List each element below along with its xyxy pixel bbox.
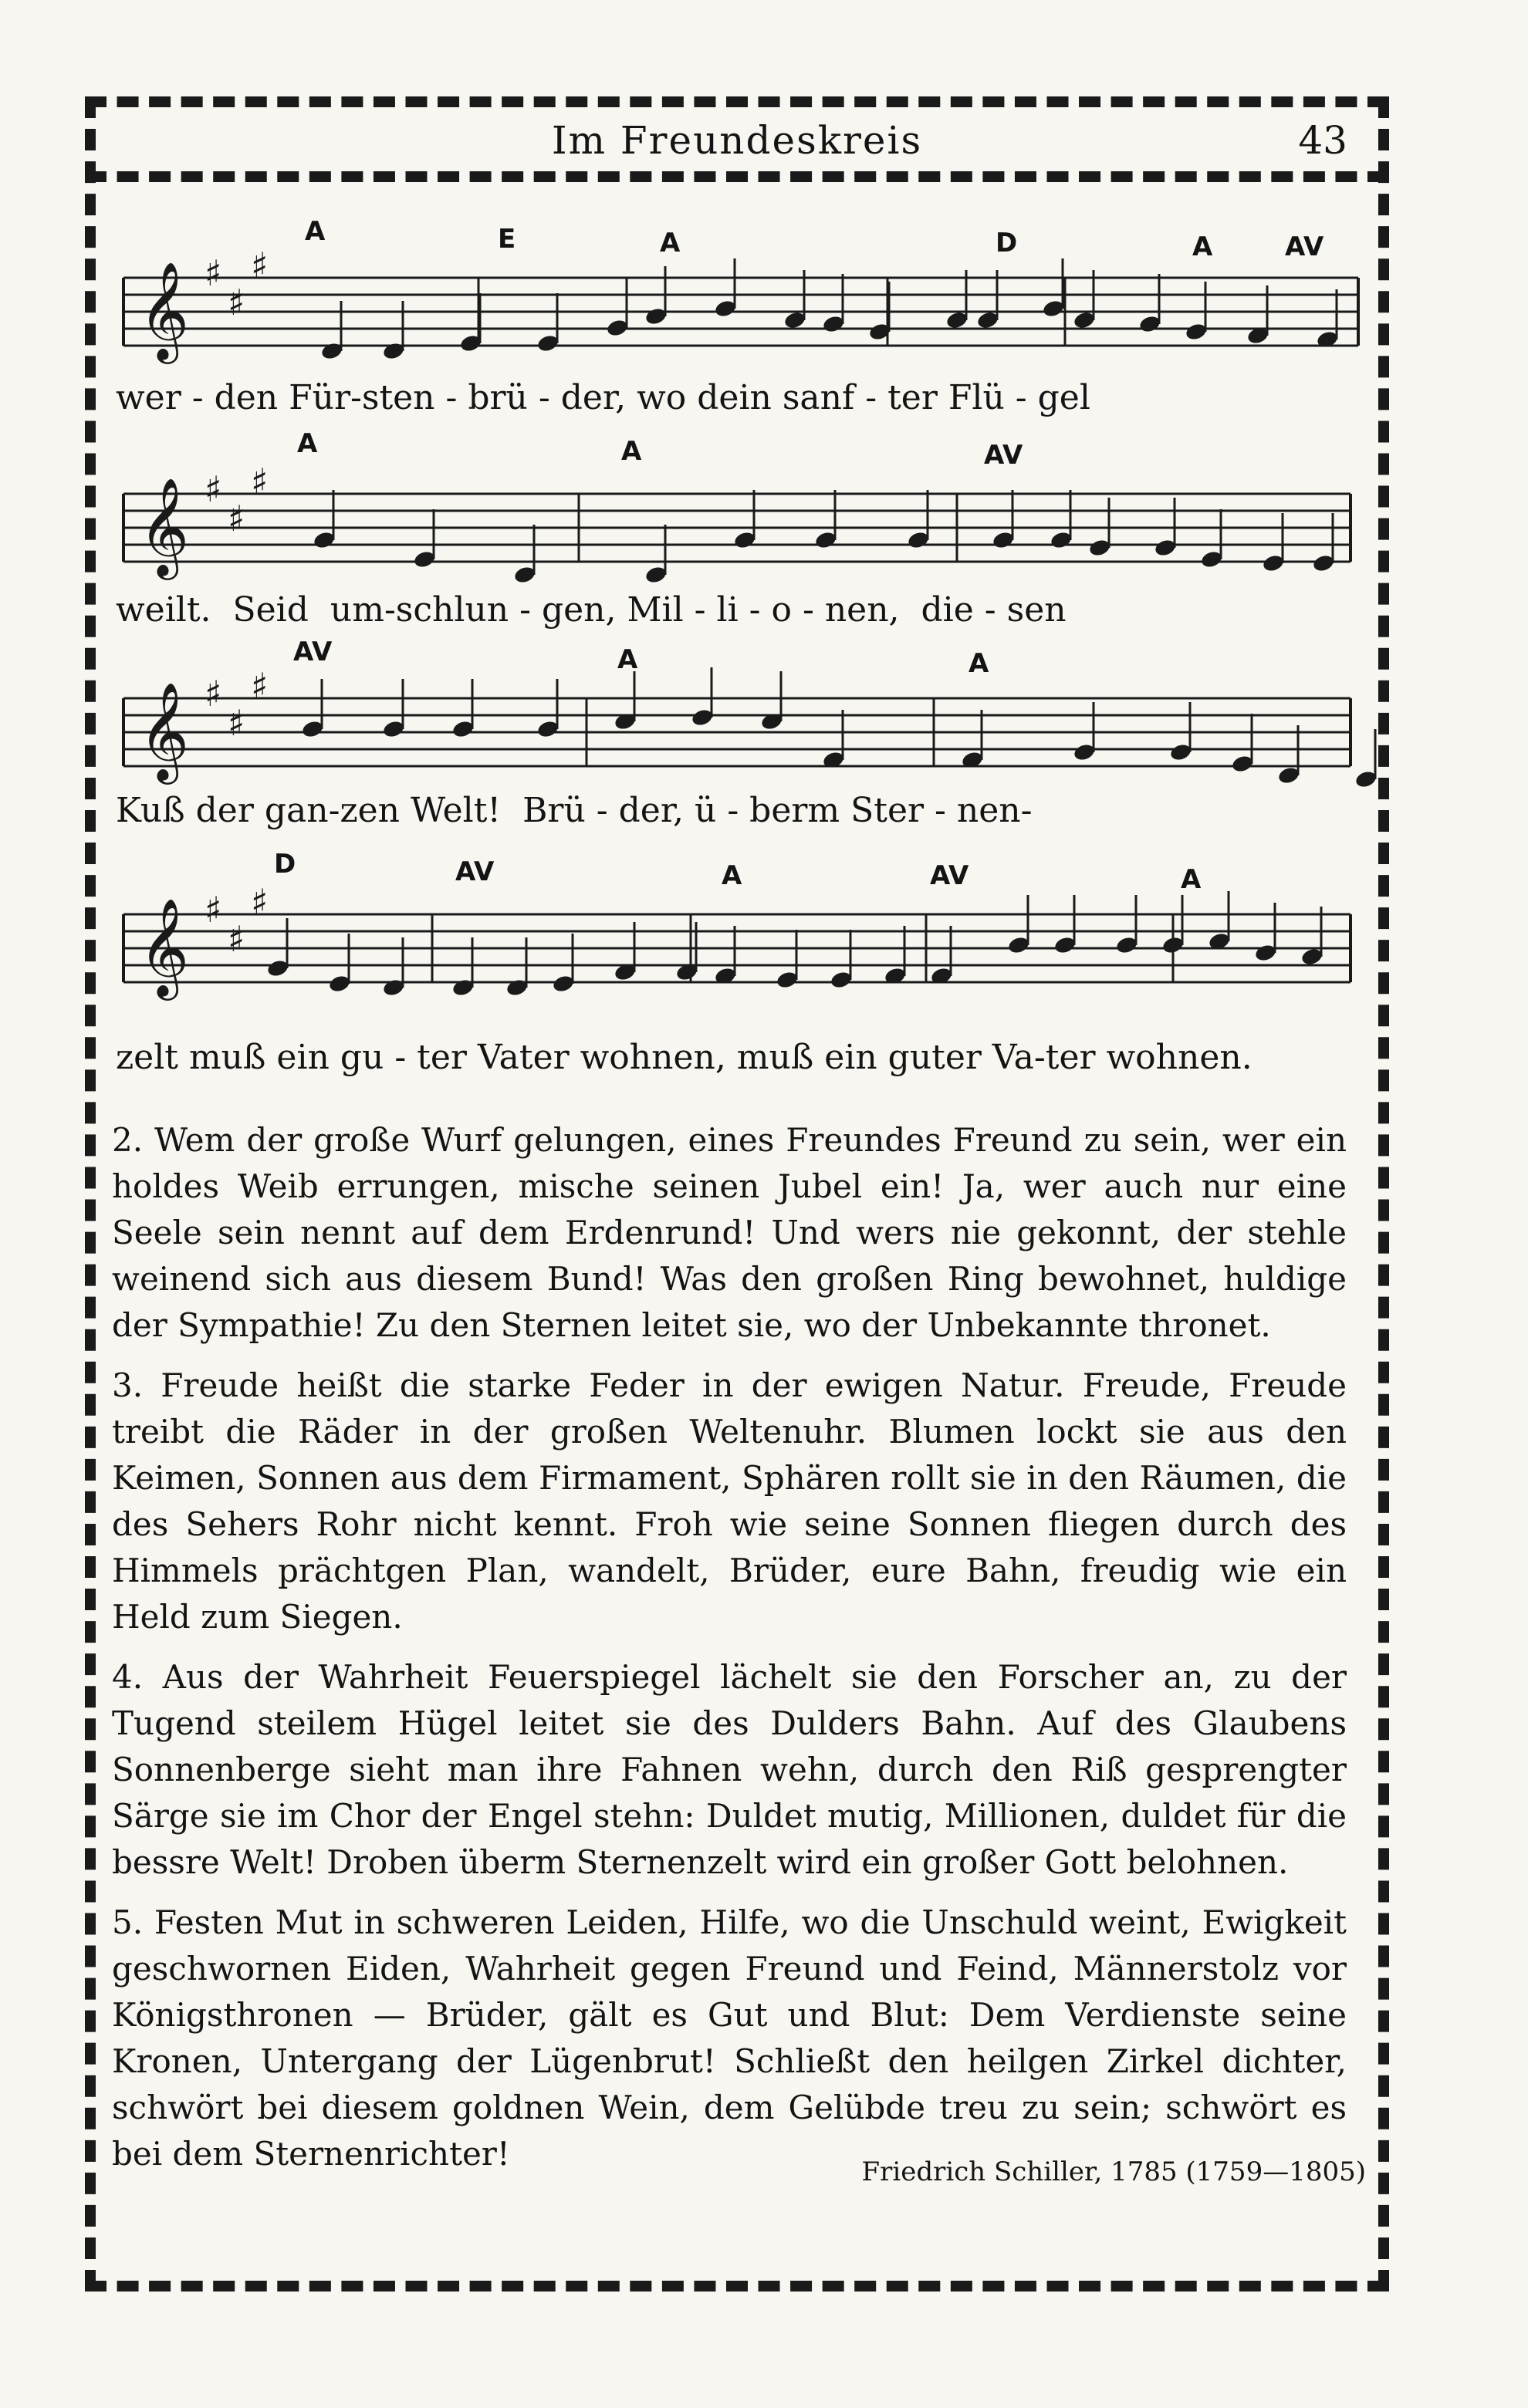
sharp-sign: ♯ — [228, 702, 245, 744]
running-title: Im Freundeskreis — [551, 118, 923, 163]
chord-symbol: A — [297, 428, 318, 459]
chord-symbol: A — [617, 644, 638, 675]
treble-clef: 𝄞 — [139, 477, 190, 576]
chord-symbol: AV — [984, 440, 1023, 471]
verse-4: 4. Aus der Wahrheit Feuerspiegel lächelt sie den Forscher an, zu der Tugend steilem Hügel leitet sie des Dulders Bahn. Auf des Glaubens Sonnenberge sieht man ihre Fahnen wehn, durch den Riß gesprengter Särge sie im Chor der Engel stehn: Duldet mutig, Millionen, duldet für die bessre Welt! Droben überm Sternenzelt wird ein großer Gott belohnen. — [112, 1658, 1347, 1881]
chord-symbol: AV — [1285, 231, 1324, 262]
sharp-sign: ♯ — [251, 245, 269, 286]
chord-symbol: A — [621, 436, 642, 467]
chord-symbol: AV — [930, 860, 969, 891]
sharp-sign: ♯ — [251, 461, 269, 502]
verse-5: 5. Festen Mut in schweren Leiden, Hilfe, wo die Unschuld weint, Ewigkeit geschwornen Eiden, Wahrheit gegen Freund und Feind, Männerstolz vor Königsthronen — Brüder, gält es Gut und Blut: Dem Verdienste seine Kronen, Untergang der Lügenbrut! Schließt den heilgen Zirkel dichter, schwört bei diesem goldnen Wein, dem Gelübde treu zu sein; schwört es bei dem Sternenrichter! — [112, 1903, 1347, 2173]
music-staff — [116, 665, 1366, 791]
chord-symbol: AV — [455, 856, 495, 887]
lyric-line: Kuß der gan-zen Welt! Brü - der, ü - berm Ster - nen- — [116, 791, 1033, 830]
chord-symbol: A — [305, 216, 326, 247]
chord-symbol: A — [660, 228, 681, 258]
author-attribution: Friedrich Schiller, 1785 (1759—1805) — [861, 2156, 1366, 2187]
chord-symbol: D — [274, 849, 296, 880]
sharp-sign: ♯ — [205, 468, 222, 510]
sharp-sign: ♯ — [228, 498, 245, 539]
chord-symbol: A — [1181, 864, 1202, 895]
sharp-sign: ♯ — [205, 889, 222, 930]
chord-symbol: AV — [293, 637, 333, 667]
chord-symbol: A — [969, 648, 989, 679]
sharp-sign: ♯ — [251, 665, 269, 707]
lyric-line: wer - den Für-sten - brü - der, wo dein sanf - ter Flü - gel — [116, 378, 1090, 417]
page-number: 43 — [1298, 118, 1347, 163]
music-staff — [116, 461, 1366, 586]
sharp-sign: ♯ — [228, 918, 245, 960]
sharp-sign: ♯ — [251, 881, 269, 923]
sharp-sign: ♯ — [205, 673, 222, 714]
verses — [112, 1117, 1347, 2191]
chord-symbol: A — [722, 860, 742, 891]
verse-2: 2. Wem der große Wurf gelungen, eines Freundes Freund zu sein, wer ein holdes Weib errungen, mische seinen Jubel ein! Ja, wer auch nur eine Seele sein nennt auf dem Erdenrund! Und wers nie gekonnt, der stehle weinend sich aus diesem Bund! Was den großen Ring bewohnet, huldige der Sympathie! Zu den Sternen leitet sie, wo der Unbekannte thronet. — [112, 1121, 1347, 1344]
verse-3: 3. Freude heißt die starke Feder in der ewigen Natur. Freude, Freude treibt die Räder in der großen Weltenuhr. Blumen lockt sie aus den Keimen, Sonnen aus dem Firmament, Sphären rollt sie in den Räumen, die des Sehers Rohr nicht kennt. Froh wie seine Sonnen fliegen durch des Himmels prächtgen Plan, wandelt, Brüder, eure Bahn, freudig wie ein Held zum Siegen. — [112, 1366, 1347, 1636]
lyric-line: zelt muß ein gu - ter Vater wohnen, muß ein guter Va-ter wohnen. — [116, 1038, 1252, 1077]
running-header — [96, 107, 1378, 180]
chord-symbol: D — [996, 228, 1018, 258]
chord-symbol: E — [498, 224, 516, 255]
treble-clef: 𝄞 — [139, 897, 190, 996]
treble-clef: 𝄞 — [139, 261, 190, 360]
sharp-sign: ♯ — [228, 282, 245, 323]
chord-symbol: A — [1192, 231, 1213, 262]
treble-clef: 𝄞 — [139, 681, 190, 780]
music-staff — [116, 881, 1366, 1022]
sharp-sign: ♯ — [205, 252, 222, 294]
lyric-line: weilt. Seid um-schlun - gen, Mil - li - o - nen, die - sen — [116, 590, 1067, 630]
